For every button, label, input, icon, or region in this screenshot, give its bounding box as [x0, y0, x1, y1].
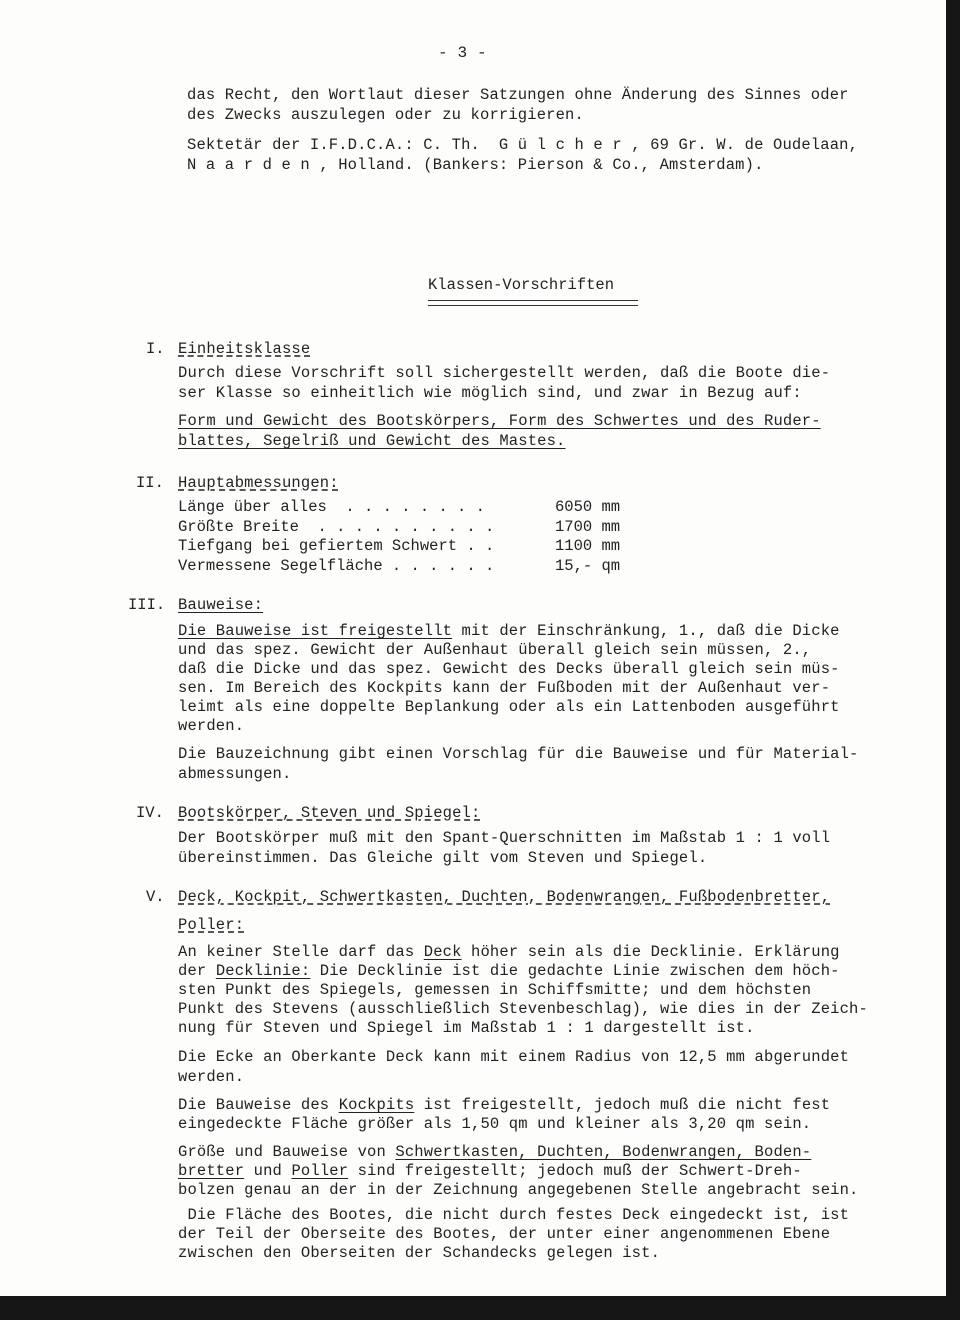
bretter-term: bretter: [178, 1162, 245, 1180]
section-5-text-line: Punkt des Stevens (ausschließlich Stevenbeschlag), wie dies in der Zeich-: [178, 1000, 868, 1018]
dimension-label: Länge über alles . . . . . . . .: [178, 498, 485, 516]
dimension-label: Größte Breite . . . . . . . . . .: [178, 517, 495, 536]
section-title: Klassen-Vorschriften: [428, 276, 615, 294]
section-5-text-line: bolzen genau an der in der Zeichnung angegebenen Stelle angebracht sein.: [178, 1181, 859, 1199]
section-5-text-line: Die Fläche des Bootes, die nicht durch festes Deck eingedeckt ist, ist: [178, 1206, 850, 1224]
kockpits-term: Kockpits: [338, 1096, 415, 1114]
section-1-text-line: Durch diese Vorschrift soll sichergestellt werden, daß die Boote die-: [178, 364, 831, 382]
scan-border-bottom: [0, 1296, 960, 1320]
section-3-text-line: werden.: [178, 717, 245, 735]
section-5-text-line: werden.: [178, 1068, 245, 1086]
section-3-heading: Bauweise:: [178, 596, 264, 614]
section-5-text-line: der Teil der Oberseite des Bootes, der unter einer angenommenen Ebene: [178, 1225, 831, 1243]
section-3-text-line: daß die Dicke und das spez. Gewicht des Decks überall gleich sein müs-: [178, 660, 840, 678]
section-5-text-line: eingedeckte Fläche größer als 1,50 qm und kleiner als 3,20 qm sein.: [178, 1115, 812, 1133]
deck-term: Deck: [423, 943, 462, 961]
text-fragment: und: [244, 1162, 292, 1180]
dimension-value: 6050 mm: [555, 498, 621, 516]
text-fragment: ist freigestellt, jedoch muß die nicht fest: [414, 1096, 831, 1114]
section-4-text-line: übereinstimmen. Das Gleiche gilt vom Steven und Spiegel.: [178, 849, 708, 867]
section-5-text-line: nung für Steven und Spiegel im Maßstab 1 : 1 dargestellt ist.: [178, 1019, 755, 1037]
section-3-number: III.: [128, 596, 166, 614]
section-5-text-line: [178, 943, 840, 963]
section-3-text-line: [178, 622, 840, 642]
text-fragment: Größe und Bauweise von: [178, 1143, 396, 1161]
section-1-number: I.: [146, 340, 165, 358]
section-3-text-line: und das spez. Gewicht der Außenhaut überall gleich sein müssen, 2.,: [178, 641, 812, 659]
dimension-label: Vermessene Segelfläche . . . . . .: [178, 556, 495, 575]
section-3-text-line: Die Bauzeichnung gibt einen Vorschlag für die Bauweise und für Material-: [178, 745, 859, 763]
section-5-text-line: [178, 962, 840, 982]
decklinie-term: Decklinie:: [215, 962, 311, 980]
section-2-number: II.: [136, 474, 164, 492]
section-5-text-line: zwischen den Oberseiten der Schandecks gelegen ist.: [178, 1244, 661, 1262]
section-5-number: V.: [146, 888, 165, 906]
section-3-text-line: leimt als eine doppelte Beplankung oder als ein Lattenboden ausgeführt: [178, 698, 840, 716]
title-double-underline: [428, 300, 638, 306]
section-3-text-line: abmessungen.: [178, 765, 292, 783]
section-1-text-line: ser Klasse so einheitlich wie möglich sind, und zwar in Bezug auf:: [178, 384, 802, 402]
dimension-row: [178, 537, 698, 557]
section-2-heading: Hauptabmessungen:: [178, 474, 339, 492]
freigestellt-phrase: Die Bauweise ist freigestellt: [178, 622, 453, 640]
section-4-text-line: Der Bootskörper muß mit den Spant-Querschnitten im Maßstab 1 : 1 voll: [178, 829, 831, 847]
dimension-row: [178, 518, 698, 538]
dimension-label: Tiefgang bei gefiertem Schwert . .: [178, 537, 495, 555]
section-5-text-line: Die Ecke an Oberkante Deck kann mit einem Radius von 12,5 mm abgerundet: [178, 1048, 850, 1066]
text-fragment: Die Decklinie ist die gedachte Linie zwischen dem höch-: [310, 962, 840, 980]
text-fragment: An keiner Stelle darf das: [178, 943, 424, 961]
dimensions-table: [178, 498, 698, 576]
section-1-scope-line: blattes, Segelriß und Gewicht des Mastes.: [178, 432, 566, 450]
dimension-value: 15,- qm: [555, 556, 621, 575]
dimension-value: 1100 mm: [555, 537, 621, 555]
secretary-line-1: Sektetär der I.F.D.C.A.: C. Th. G ü l c h e r , 69 Gr. W. de Oudelaan,: [187, 136, 859, 154]
intro-line-2: des Zwecks auszulegen oder zu korrigieren.: [187, 106, 584, 124]
section-5-heading: Deck, Kockpit, Schwertkasten, Duchten, Bodenwrangen, Fußbodenbretter,: [178, 888, 831, 906]
section-5-text-line: [178, 1096, 830, 1116]
poller-term: Poller: [291, 1162, 349, 1180]
dimension-row: [178, 498, 698, 518]
section-5-text-line: [178, 1162, 802, 1182]
section-4-heading: Bootskörper, Steven und Spiegel:: [178, 804, 481, 822]
scan-border-right: [946, 0, 960, 1320]
schwertkasten-terms: Schwertkasten, Duchten, Bodenwrangen, Boden-: [395, 1143, 812, 1161]
section-1-scope-line: Form und Gewicht des Bootskörpers, Form des Schwertes und des Ruder-: [178, 412, 821, 430]
dimension-value: 1700 mm: [555, 517, 621, 536]
section-5-text-line: [178, 1143, 811, 1163]
text-fragment: sind freigestellt; jedoch muß der Schwert-Dreh-: [348, 1162, 802, 1180]
page-number: - 3 -: [438, 44, 487, 62]
dimension-row: [178, 557, 698, 577]
text-fragment: der: [178, 962, 216, 980]
text-fragment: höher sein als die Decklinie. Erklärung: [461, 943, 840, 961]
section-5-heading-line-2: Poller:: [178, 916, 245, 934]
section-5-text-line: sten Punkt des Spiegels, gemessen in Schiffsmitte; und dem höchsten: [178, 981, 812, 999]
section-1-heading: Einheitsklasse: [178, 340, 311, 358]
text-fragment: mit der Einschränkung, 1., daß die Dicke: [452, 622, 840, 640]
section-3-text-line: sen. Im Bereich des Kockpits kann der Fußboden mit der Außenhaut ver-: [178, 679, 831, 697]
text-fragment: Die Bauweise des: [178, 1096, 339, 1114]
intro-line-1: das Recht, den Wortlaut dieser Satzungen ohne Änderung des Sinnes oder: [187, 86, 849, 104]
secretary-line-2: N a a r d e n , Holland. (Bankers: Pierson & Co., Amsterdam).: [187, 156, 764, 174]
section-4-number: IV.: [136, 804, 164, 822]
